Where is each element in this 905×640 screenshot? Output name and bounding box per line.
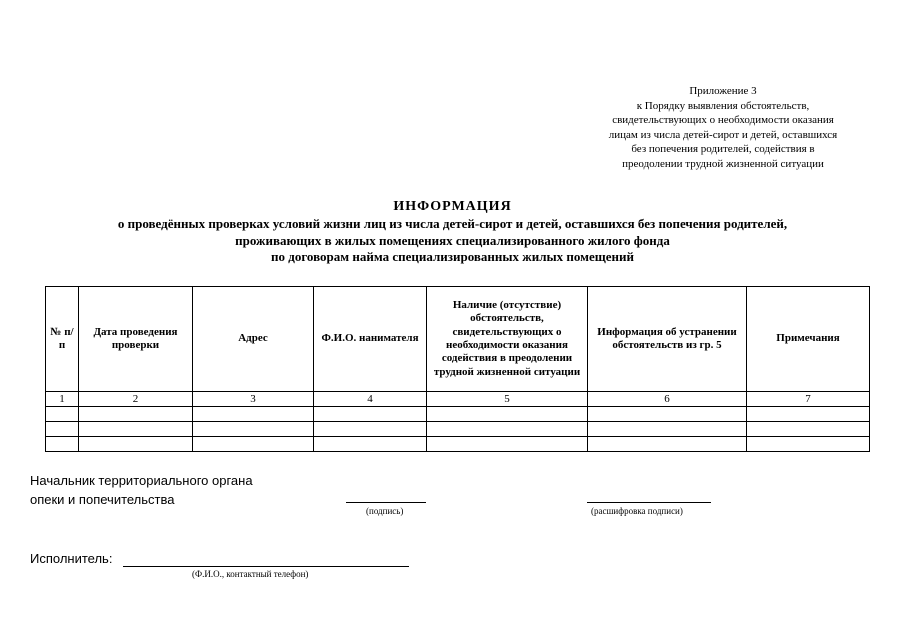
- appendix-line: лицам из числа детей-сирот и детей, оставшихся: [608, 128, 838, 141]
- signature-caption: (подпись): [366, 506, 404, 516]
- table-cell[interactable]: [46, 437, 79, 452]
- appendix-line: Приложение 3: [689, 85, 757, 97]
- column-number: 5: [427, 392, 588, 407]
- header-tenant-name: Ф.И.О. нанимателя: [314, 287, 427, 392]
- table-cell[interactable]: [588, 437, 747, 452]
- header-date: Дата проведения проверки: [79, 287, 193, 392]
- column-number: 7: [747, 392, 870, 407]
- table-cell[interactable]: [427, 437, 588, 452]
- table-row: [46, 407, 870, 422]
- title-line: проживающих в жилых помещениях специализированного жилого фонда: [235, 232, 670, 248]
- table-cell[interactable]: [46, 407, 79, 422]
- title-main: ИНФОРМАЦИЯ: [393, 199, 512, 214]
- column-number: 4: [314, 392, 427, 407]
- header-number: № п/п: [46, 287, 79, 392]
- table-cell[interactable]: [79, 422, 193, 437]
- position-line: Начальник территориального органа: [30, 473, 253, 488]
- table-header-row: [46, 287, 870, 392]
- table-cell[interactable]: [46, 422, 79, 437]
- table-cell[interactable]: [314, 437, 427, 452]
- table-row: [46, 437, 870, 452]
- title-line: по договорам найма специализированных жилых помещений: [271, 249, 634, 264]
- table-cell[interactable]: [193, 437, 314, 452]
- table-cell[interactable]: [79, 437, 193, 452]
- header-notes: Примечания: [747, 287, 870, 392]
- header-circumstances: Наличие (отсутствие) обстоятельств, свидетельствующих о необходимости оказания содействия в преодолении трудной жизненной ситуации: [427, 287, 588, 392]
- appendix-line: без попечения родителей, содействия в: [631, 143, 815, 156]
- table-cell[interactable]: [747, 437, 870, 452]
- executor-caption: (Ф.И.О., контактный телефон): [192, 569, 309, 579]
- header-elimination-info: Информация об устранении обстоятельств из гр. 5: [588, 287, 747, 392]
- executor-label: Исполнитель:: [30, 551, 113, 566]
- table-cell[interactable]: [747, 407, 870, 422]
- column-number: 3: [193, 392, 314, 407]
- appendix-note: [575, 84, 871, 172]
- appendix-line: свидетельствующих о необходимости оказания: [612, 114, 834, 127]
- signatory-position: [30, 471, 253, 509]
- header-address: Адрес: [193, 287, 314, 392]
- table-cell[interactable]: [193, 422, 314, 437]
- table-cell[interactable]: [427, 407, 588, 422]
- column-number-row: [46, 392, 870, 407]
- table-cell[interactable]: [427, 422, 588, 437]
- table-cell[interactable]: [588, 422, 747, 437]
- signature-line[interactable]: [346, 502, 426, 503]
- table-row: [46, 422, 870, 437]
- table-cell[interactable]: [314, 422, 427, 437]
- executor-line[interactable]: [123, 566, 409, 567]
- decoding-caption: (расшифровка подписи): [591, 506, 683, 516]
- table-cell[interactable]: [193, 407, 314, 422]
- table-cell[interactable]: [588, 407, 747, 422]
- document-title: [0, 198, 905, 266]
- column-number: 1: [46, 392, 79, 407]
- column-number: 2: [79, 392, 193, 407]
- table-cell[interactable]: [79, 407, 193, 422]
- title-line: о проведённых проверках условий жизни лиц из числа детей-сирот и детей, оставшихся без попечения родителей,: [117, 216, 788, 231]
- inspection-table: [45, 286, 870, 452]
- table-cell[interactable]: [314, 407, 427, 422]
- position-line: опеки и попечительства: [30, 492, 175, 507]
- table-cell[interactable]: [747, 422, 870, 437]
- appendix-line: к Порядку выявления обстоятельств,: [636, 99, 810, 112]
- appendix-line: преодолении трудной жизненной ситуации: [622, 157, 824, 170]
- column-number: 6: [588, 392, 747, 407]
- decoding-line[interactable]: [587, 502, 711, 503]
